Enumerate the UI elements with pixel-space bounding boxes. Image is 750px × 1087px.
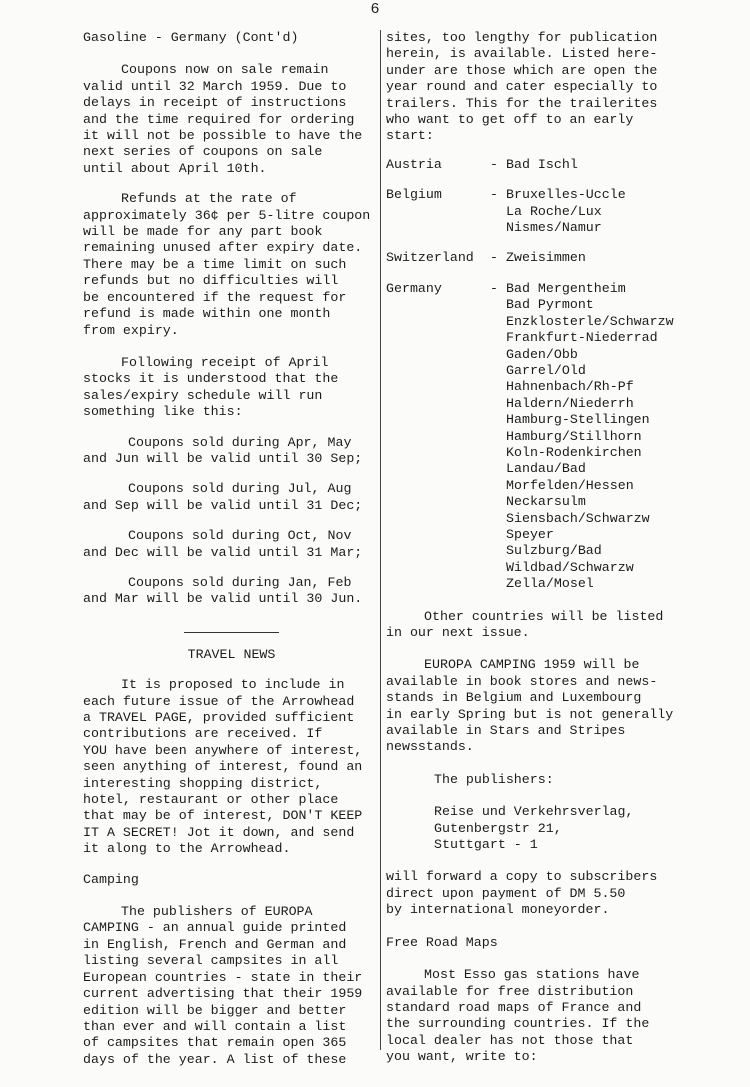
refunds-paragraph: Refunds at the rate of approximately 36¢ per 5-litre coupon will be made for any part book remaining unused after expiry date. There may be a time limit on such refunds but no difficulties will be encountered if the request for refund is made within one month from expiry. bbox=[83, 191, 371, 338]
gasoline-heading: Gasoline - Germany (Cont'd) bbox=[83, 30, 299, 45]
schedule-item: Coupons sold during Jul, Aug and Sep will be valid until 31 Dec; bbox=[83, 481, 363, 513]
road-maps-paragraph: Most Esso gas stations have available for free distribution standard road maps of France and the surrounding countries. If the local dealer has not those that you want, write to: bbox=[386, 967, 650, 1065]
publishers-label: The publishers: bbox=[434, 771, 554, 787]
intro-paragraph: sites, too lengthy for publication herein, is available. Listed here- under are those which are open the year round and cater especially to trailers. This for the trailerites who want to get off to an early start: bbox=[386, 30, 658, 144]
country-row-belgium: Belgium - Bruxelles-Uccle La Roche/Lux Nismes/Namur bbox=[386, 187, 716, 236]
coupons-paragraph: Coupons now on sale remain valid until 32 March 1959. Due to delays in receipt of instructions and the time required for ordering it will not be possible to have the next series of coupons on sale until about April 10th. bbox=[83, 62, 363, 176]
right-column bbox=[386, 30, 716, 1066]
country-row-switzerland: Switzerland - Zweisimmen bbox=[386, 250, 716, 266]
publisher-address: Reise und Verkehrsverlag, Gutenbergstr 21, Stuttgart - 1 bbox=[434, 804, 634, 853]
forward-paragraph: will forward a copy to subscribers direct upon payment of DM 5.50 by international moneyorder. bbox=[386, 869, 658, 918]
page-number: 6 bbox=[370, 1, 380, 18]
camping-heading: Camping bbox=[83, 871, 139, 887]
schedule-item: Coupons sold during Oct, Nov and Dec will be valid until 31 Mar; bbox=[83, 528, 363, 560]
travel-news-paragraph: It is proposed to include in each future issue of the Arrowhead a TRAVEL PAGE, provided sufficient contributions are received. If YOU have been anywhere of interest, seen anything of interest, found an interesting shopping district, hotel, restaurant or other place that may be of interest, DON'T KEEP IT A SECRET! Jot it down, and send it along to the Arrowhead. bbox=[83, 677, 363, 857]
europa-camping-paragraph: EUROPA CAMPING 1959 will be available in book stores and news- stands in Belgium and Luxembourg in early Spring but is not generally available in Stars and Stripes newsstands. bbox=[386, 657, 674, 755]
camping-paragraph: The publishers of EUROPA CAMPING - an annual guide printed in English, French and German and listing several campsites in all European countries - state in their current advertising that their 1959 edition will be bigger and better than ever and will contain a list of campsites that remain open 365 days of the year. A list of these bbox=[83, 904, 363, 1067]
travel-news-heading: TRAVEL NEWS bbox=[187, 646, 276, 662]
campsite-list: Bruxelles-Uccle La Roche/Lux Nismes/Namur bbox=[506, 187, 626, 236]
campsite-list: Zweisimmen bbox=[506, 250, 586, 266]
campsite-list: Bad Mergentheim Bad Pyrmont Enzklosterle/Schwarzw Frankfurt-Niederrad Gaden/Obb Garrel/Old Hahnenbach/Rh-Pf Haldern/Niederrh Hamburg-Stellingen Hamburg/Stillhorn Koln-Rodenkirchen Landau/Bad Morfelden/Hessen Neckarsulm Siensbach/Schwarzw Speyer Sulzburg/Bad Wildbad/Schwarzw Zella/Mosel bbox=[506, 280, 674, 592]
country-row-austria: Austria - Bad Ischl bbox=[386, 157, 716, 173]
schedule-item: Coupons sold during Jan, Feb and Mar will be valid until 30 Jun. bbox=[83, 574, 363, 607]
column-divider bbox=[380, 30, 381, 1050]
country-row-germany: Germany - Bad Mergentheim Bad Pyrmont Enzklosterle/Schwarzw Frankfurt-Niederrad Gaden/Obb Garrel/Old Hahnenbach/Rh-Pf Haldern/Niederrh Hamburg-Stellingen Hamburg/Stillhorn Koln-Rodenkirchen Landau/Bad Morfelden/Hessen Neckarsulm Siensbach/Schwarzw Speyer Sulzburg/Bad Wildbad/Schwarzw Zella/Mosel bbox=[386, 281, 716, 593]
campsite-list: Bad Ischl bbox=[506, 156, 578, 172]
other-countries-note: Other countries will be listed in our next issue. bbox=[386, 608, 664, 640]
april-stocks-paragraph: Following receipt of April stocks it is understood that the sales/expiry schedule will run something like this: bbox=[83, 354, 339, 420]
schedule-item: Coupons sold during Apr, May and Jun will be valid until 30 Sep; bbox=[83, 434, 363, 466]
left-column bbox=[83, 30, 380, 1068]
free-road-maps-heading: Free Road Maps bbox=[386, 934, 498, 950]
